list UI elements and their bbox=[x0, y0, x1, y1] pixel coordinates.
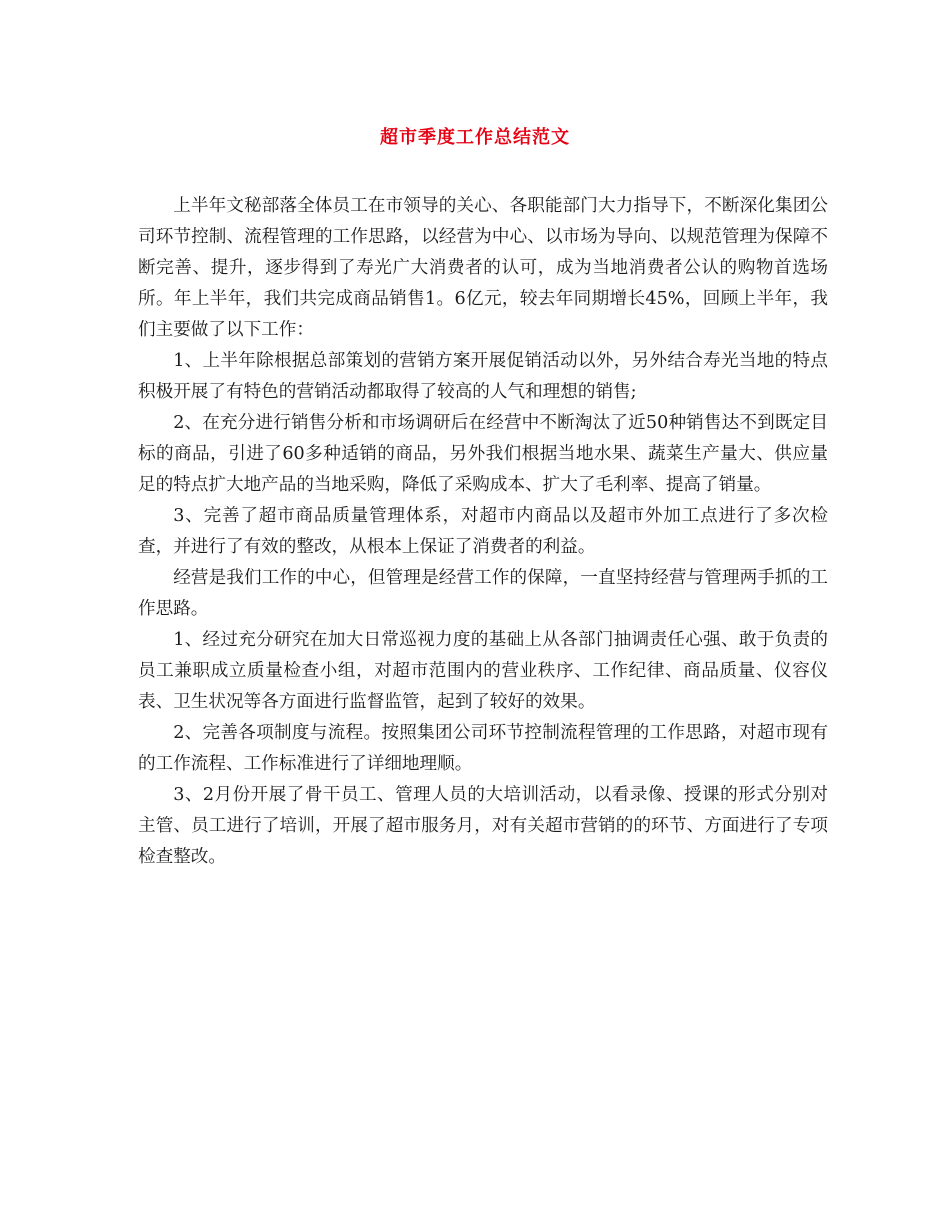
paragraph-management-intro: 经营是我们工作的中心，但管理是经营工作的保障，一直坚持经营与管理两手抓的工作思路。 bbox=[138, 568, 828, 619]
paragraph-management-3: 3、2月份开展了骨干员工、管理人员的大培训活动，以看录像、授课的形式分别对主管、员工进行了培训，开展了超市服务月，对有关超市营销的的环节、方面进行了专项检查整改。 bbox=[138, 785, 828, 867]
paragraph-intro: 上半年文秘部落全体员工在市领导的关心、各职能部门大力指导下，不断深化集团公司环节控制、流程管理的工作思路，以经营为中心、以市场为导向、以规范管理为保障不断完善、提升，逐步得到了寿光广大消费者的认可，成为当地消费者公认的购物首选场所。年上半年，我们共完成商品销售1。6亿元，较去年同期增长45%，回顾上半年，我们主要做了以下工作： bbox=[138, 196, 828, 340]
paragraph-item-1: 1、上半年除根据总部策划的营销方案开展促销活动以外，另外结合寿光当地的特点积极开展了有特色的营销活动都取得了较高的人气和理想的销售; bbox=[138, 351, 828, 402]
paragraph-management-2: 2、完善各项制度与流程。按照集团公司环节控制流程管理的工作思路，对超市现有的工作流程、工作标准进行了详细地理顺。 bbox=[138, 723, 828, 774]
paragraph-item-2: 2、在充分进行销售分析和市场调研后在经营中不断淘汰了近50种销售达不到既定目标的商品，引进了60多种适销的商品，另外我们根据当地水果、蔬菜生产量大、供应量足的特点扩大地产品的当地采购，降低了采购成本、扩大了毛利率、提高了销量。 bbox=[138, 413, 828, 495]
paragraph-management-1: 1、经过充分研究在加大日常巡视力度的基础上从各部门抽调责任心强、敢于负责的员工兼职成立质量检查小组，对超市范围内的营业秩序、工作纪律、商品质量、仪容仪表、卫生状况等各方面进行监督监管，起到了较好的效果。 bbox=[138, 630, 828, 712]
document-title: 超市季度工作总结范文 bbox=[380, 127, 570, 148]
document-body bbox=[138, 191, 828, 873]
paragraph-item-3: 3、完善了超市商品质量管理体系，对超市内商品以及超市外加工点进行了多次检查，并进行了有效的整改，从根本上保证了消费者的利益。 bbox=[138, 506, 828, 557]
